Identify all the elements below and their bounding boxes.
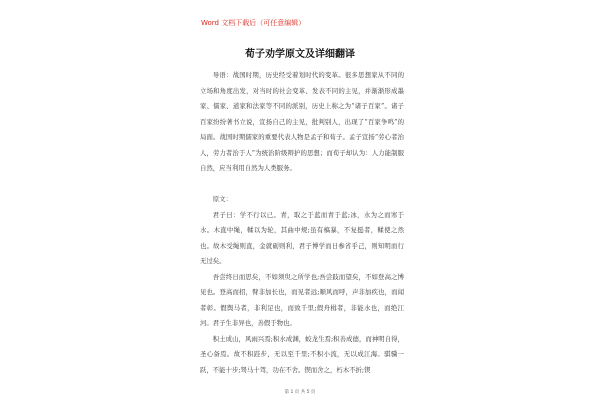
document-body [200, 68, 404, 378]
page-indicator: 第 1 页 共 5 页 [284, 390, 316, 395]
intro-paragraph: 导语：战国时期，历史经受着划时代的变革。很多思想家从不同的立场和角度出发，对当时的社会变革、发表不同的主见，并渐渐形成墨家、儒家、道家和法家等不同的派别，历史上称之为“诸子百家”。诸子百家纷纷著书立说，宣扬自己的主见，批判别人，出现了“百家争鸣”的局面。战国时期儒家的重要代表人物是孟子和荀子。孟子宣扬“劳心者治人，劳力者治于人”为统治阶级辩护的思想；而荀子却认为：人力能制服自然，应当利用自然为人类服务。 [200, 71, 404, 172]
watermark-banner: Word 文档下载后（可任意编辑） [201, 19, 306, 27]
body-paragraph: 君子曰：学不行以已。青，取之于蓝而青于蓝;冰，水为之而寒于水。木直中绳，輮以为轮，其曲中规;虽有槁暴，不复挺者，輮使之然也。故木受绳则直，金就砺则利，君子博学而日参省乎己，则知明而行无过矣。 [200, 210, 404, 265]
body-paragraph: 积土成山，风雨兴焉;积水成渊，蛟龙生焉;积善成德，而神明自得，圣心备焉。故不积跬步，无以至千里;不积小流，无以成江海。骐骥一跃，不能十步;驽马十驾，功在不舍。锲而舍之，朽木不折;锲 [200, 334, 404, 374]
body-paragraph: 吾尝终日而思矣，不如须臾之所学也;吾尝跂而望矣，不如登高之博见也。登高而招，臂非加长也，而见者远;顺风而呼，声非加疾也，而闻者彰。假舆马者，非利足也，而致千里;假舟楫者，非能水也，而绝江河。君子生非异也，善假于物也。 [200, 272, 404, 327]
section-label: 原文： [212, 195, 232, 203]
document-title: 荀子劝学原文及详细翻译 [245, 49, 355, 60]
